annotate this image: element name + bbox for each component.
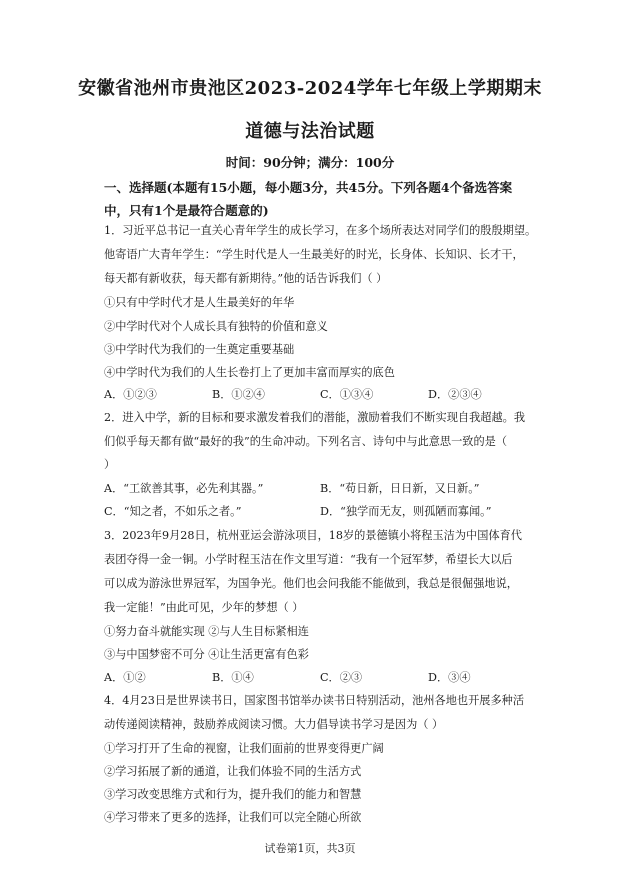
section-heading-line2: 中，只有1个是最符合题意的) (104, 203, 269, 218)
q3-stem-line: 3．2023年9月28日，杭州亚运会游泳项目，18岁的景德镇小将程玉洁为中国体育代 (104, 529, 522, 542)
q2-stem-line: 们似乎每天都有做“最好的我”的生命冲动。下列名言、诗句中与此意思一致的是（ (104, 435, 508, 448)
q4-item: ③学习改变思维方式和行为，提升我们的能力和智慧 (104, 788, 362, 801)
q1-stem-line: 1．习近平总书记一直关心青年学生的成长学习，在多个场所表达对同学们的殷殷期望。 (104, 224, 537, 237)
q1-option-a: A．①②③ (104, 388, 157, 401)
q3-option-c: C．②③ (320, 671, 363, 684)
q2-option-a: A．“工欲善其事，必先利其器。” (104, 482, 264, 495)
q3-option-d: D．③④ (428, 671, 471, 684)
q1-item: ①只有中学时代才是人生最美好的年华 (104, 296, 295, 309)
section-heading-line1: 一、选择题(本题有15小题，每小题3分，共45分。下列各题4个备选答案 (104, 180, 513, 195)
q1-item: ③中学时代为我们的一生奠定重要基础 (104, 343, 295, 356)
q2-stem-line: 2．进入中学，新的目标和要求激发着我们的潜能，激励着我们不断实现自我超越。我 (104, 411, 526, 424)
q2-option-b: B．“苟日新，日日新，又日新。” (320, 482, 480, 495)
q3-item: ①努力奋斗就能实现 ②与人生目标紧相连 (104, 625, 309, 638)
q4-item: ①学习打开了生命的视窗，让我们面前的世界变得更广阔 (104, 742, 384, 755)
q4-stem-line: 动传递阅读精神，鼓励养成阅读习惯。大力倡导读书学习是因为（ ） (104, 718, 444, 731)
q3-stem-line: 可以成为游泳世界冠军，为国争光。他们也会问我能不能做到，我总是很倔强地说， (104, 577, 518, 590)
q3-option-a: A．①② (104, 671, 146, 684)
q2-option-c: C．“知之者，不如乐之者。” (104, 505, 242, 518)
q1-option-b: B．①②④ (212, 388, 265, 401)
q1-stem-line: 他寄语广大青年学生：“学生时代是人一生最美好的时光，长身体、长知识、长才干， (104, 248, 524, 261)
q3-option-b: B．①④ (212, 671, 254, 684)
q1-item: ②中学时代对个人成长具有独特的价值和意义 (104, 320, 328, 333)
q2-option-d: D．“独学而无友，则孤陋而寡闻。” (320, 505, 492, 518)
exam-title-line2: 道德与法治试题 (245, 121, 375, 142)
page-footer: 试卷第1页，共3页 (264, 842, 356, 855)
q4-item: ②学习拓展了新的通道，让我们体验不同的生活方式 (104, 765, 362, 778)
q2-stem-line: ） (104, 458, 116, 471)
q3-stem-line: 我一定能！”由此可见，少年的梦想（ ） (104, 601, 304, 614)
q3-item: ③与中国梦密不可分 ④让生活更富有色彩 (104, 648, 309, 661)
q4-stem-line: 4．4月23日是世界读书日，国家图书馆举办读书日特别活动，池州各地也开展多种活 (104, 694, 525, 707)
q1-item: ④中学时代为我们的人生长卷打上了更加丰富而厚实的底色 (104, 366, 395, 379)
exam-title-line1: 安徽省池州市贵池区2023-2024学年七年级上学期期末 (78, 78, 542, 99)
exam-time-score: 时间：90分钟；满分：100分 (225, 155, 395, 170)
q3-stem-line: 表团夺得一金一铜。小学时程玉洁在作文里写道：“我有一个冠军梦，希望长大以后 (104, 553, 513, 566)
q4-item: ④学习带来了更多的选择，让我们可以完全随心所欲 (104, 811, 362, 824)
q1-option-d: D．②③④ (428, 388, 482, 401)
q1-stem-line: 每天都有新收获，每天都有新期待。”他的话告诉我们（ ） (104, 272, 388, 285)
q1-option-c: C．①③④ (320, 388, 374, 401)
